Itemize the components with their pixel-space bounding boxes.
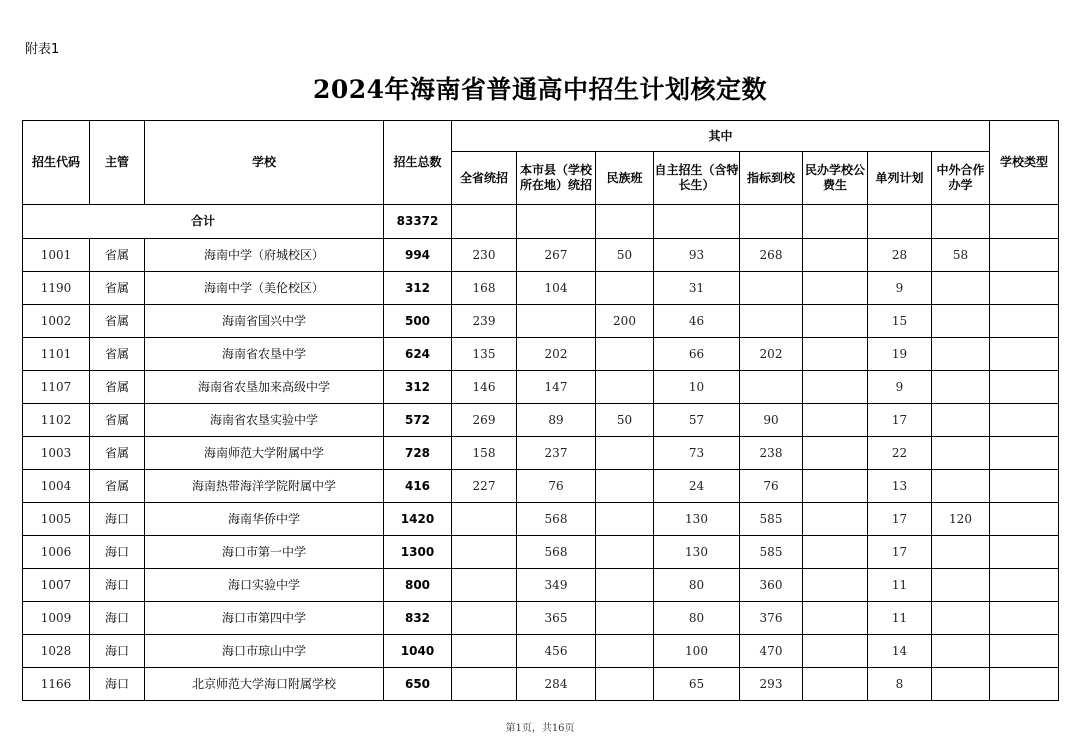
cell-sub-4: 202 — [740, 338, 803, 371]
cell-type — [990, 503, 1059, 536]
cell-code: 1009 — [23, 602, 90, 635]
cell-school: 北京师范大学海口附属学校 — [145, 668, 384, 701]
cell-code: 1101 — [23, 338, 90, 371]
cell-sub-6: 22 — [868, 437, 932, 470]
table-row — [23, 503, 1059, 536]
cell-sub-5 — [803, 404, 868, 437]
cell-type — [990, 635, 1059, 668]
cell-sub-5 — [803, 536, 868, 569]
cell-sub-2 — [596, 338, 654, 371]
cell-sub-1: 365 — [517, 602, 596, 635]
cell-sub-0 — [452, 536, 517, 569]
cell-code: 1001 — [23, 239, 90, 272]
cell-code: 1190 — [23, 272, 90, 305]
cell-sub-5 — [803, 305, 868, 338]
cell-type — [990, 437, 1059, 470]
total-label: 合计 — [23, 205, 384, 239]
cell-sub-7 — [932, 404, 990, 437]
cell-sub-3: 80 — [654, 569, 740, 602]
cell-sub-6: 17 — [868, 404, 932, 437]
cell-sub-4: 470 — [740, 635, 803, 668]
cell-code: 1002 — [23, 305, 90, 338]
cell-sub-4: 360 — [740, 569, 803, 602]
cell-sub-7 — [932, 371, 990, 404]
cell-sub-6: 19 — [868, 338, 932, 371]
cell-sub-6: 9 — [868, 371, 932, 404]
cell-type — [990, 536, 1059, 569]
cell-sub-7 — [932, 569, 990, 602]
cell-school: 海口市第四中学 — [145, 602, 384, 635]
cell-sub-7 — [932, 437, 990, 470]
cell-total: 572 — [384, 404, 452, 437]
cell-sub-5 — [803, 437, 868, 470]
annex-label: 附表1 — [25, 42, 60, 57]
cell-sub-5 — [803, 635, 868, 668]
table-row — [23, 437, 1059, 470]
table-row — [23, 668, 1059, 701]
cell-sub-0 — [452, 569, 517, 602]
cell-sub-3: 93 — [654, 239, 740, 272]
cell-sub-5 — [803, 668, 868, 701]
cell-total: 994 — [384, 239, 452, 272]
cell-sub-2 — [596, 437, 654, 470]
total-value: 83372 — [384, 205, 452, 239]
cell-sub-3: 130 — [654, 536, 740, 569]
cell-sub-0 — [452, 668, 517, 701]
cell-sub-5 — [803, 338, 868, 371]
table-row — [23, 272, 1059, 305]
table-row — [23, 239, 1059, 272]
cell-sub-1: 267 — [517, 239, 596, 272]
cell-code: 1107 — [23, 371, 90, 404]
cell-sub-5 — [803, 239, 868, 272]
cell-sub-6: 28 — [868, 239, 932, 272]
cell-school: 海南省农垦中学 — [145, 338, 384, 371]
cell-sub-2 — [596, 470, 654, 503]
cell-authority: 省属 — [90, 239, 145, 272]
cell-sub-2 — [596, 503, 654, 536]
cell-code: 1004 — [23, 470, 90, 503]
cell-school: 海口市琼山中学 — [145, 635, 384, 668]
cell-sub-1: 456 — [517, 635, 596, 668]
cell-sub-6: 11 — [868, 602, 932, 635]
cell-authority: 省属 — [90, 404, 145, 437]
cell-type — [990, 602, 1059, 635]
cell-sub-6: 9 — [868, 272, 932, 305]
page-title: 2024年海南省普通高中招生计划核定数 — [312, 75, 768, 104]
cell-sub-1: 147 — [517, 371, 596, 404]
cell-total: 624 — [384, 338, 452, 371]
cell-sub-3: 10 — [654, 371, 740, 404]
header-authority: 主管 — [90, 121, 145, 205]
cell-code: 1005 — [23, 503, 90, 536]
cell-sub-0: 230 — [452, 239, 517, 272]
cell-sub-3: 57 — [654, 404, 740, 437]
cell-type — [990, 272, 1059, 305]
cell-sub-2 — [596, 272, 654, 305]
cell-sub-0: 158 — [452, 437, 517, 470]
cell-school: 海南省农垦实验中学 — [145, 404, 384, 437]
cell-sub-1: 568 — [517, 536, 596, 569]
cell-code: 1006 — [23, 536, 90, 569]
cell-total: 312 — [384, 272, 452, 305]
cell-sub-2 — [596, 371, 654, 404]
cell-sub-7 — [932, 272, 990, 305]
cell-sub-7 — [932, 668, 990, 701]
cell-sub-7: 58 — [932, 239, 990, 272]
cell-sub-2 — [596, 569, 654, 602]
table-row — [23, 338, 1059, 371]
cell-code: 1166 — [23, 668, 90, 701]
table-row — [23, 371, 1059, 404]
cell-authority: 省属 — [90, 371, 145, 404]
cell-sub-2: 50 — [596, 404, 654, 437]
cell-sub-1: 237 — [517, 437, 596, 470]
cell-sub-2 — [596, 668, 654, 701]
cell-sub-1: 349 — [517, 569, 596, 602]
cell-school: 海南省农垦加来高级中学 — [145, 371, 384, 404]
cell-sub-1: 284 — [517, 668, 596, 701]
cell-sub-4: 238 — [740, 437, 803, 470]
cell-total: 1040 — [384, 635, 452, 668]
cell-sub-4: 376 — [740, 602, 803, 635]
cell-sub-6: 17 — [868, 503, 932, 536]
total-row — [23, 205, 1059, 239]
cell-sub-6: 13 — [868, 470, 932, 503]
cell-sub-2 — [596, 602, 654, 635]
page-footer: 第1页，共16页 — [505, 723, 575, 734]
cell-type — [990, 569, 1059, 602]
cell-sub-3: 66 — [654, 338, 740, 371]
subheader-5: 民办学校公费生 — [803, 152, 868, 205]
cell-sub-6: 11 — [868, 569, 932, 602]
header-type: 学校类型 — [990, 121, 1059, 205]
cell-sub-3: 80 — [654, 602, 740, 635]
cell-sub-7 — [932, 338, 990, 371]
cell-authority: 海口 — [90, 602, 145, 635]
cell-sub-3: 31 — [654, 272, 740, 305]
cell-sub-0: 168 — [452, 272, 517, 305]
cell-code: 1028 — [23, 635, 90, 668]
subheader-1: 本市县（学校所在地）统招 — [517, 152, 596, 205]
header-group: 其中 — [452, 121, 990, 152]
cell-total: 1420 — [384, 503, 452, 536]
cell-sub-0: 239 — [452, 305, 517, 338]
table-row — [23, 305, 1059, 338]
cell-type — [990, 305, 1059, 338]
cell-sub-4: 585 — [740, 503, 803, 536]
cell-type — [990, 371, 1059, 404]
cell-sub-4 — [740, 305, 803, 338]
cell-total: 312 — [384, 371, 452, 404]
cell-authority: 省属 — [90, 470, 145, 503]
cell-school: 海南华侨中学 — [145, 503, 384, 536]
cell-total: 650 — [384, 668, 452, 701]
cell-type — [990, 404, 1059, 437]
cell-authority: 省属 — [90, 272, 145, 305]
cell-school: 海南中学（府城校区） — [145, 239, 384, 272]
cell-sub-2 — [596, 635, 654, 668]
cell-type — [990, 239, 1059, 272]
cell-sub-4: 585 — [740, 536, 803, 569]
cell-sub-4: 76 — [740, 470, 803, 503]
cell-sub-2: 200 — [596, 305, 654, 338]
header-code: 招生代码 — [23, 121, 90, 205]
subheader-7: 中外合作办学 — [932, 152, 990, 205]
cell-total: 832 — [384, 602, 452, 635]
cell-sub-7: 120 — [932, 503, 990, 536]
table-row — [23, 569, 1059, 602]
cell-sub-4 — [740, 272, 803, 305]
cell-sub-1: 568 — [517, 503, 596, 536]
cell-school: 海南省国兴中学 — [145, 305, 384, 338]
cell-total: 500 — [384, 305, 452, 338]
cell-school: 海口实验中学 — [145, 569, 384, 602]
subheader-3: 自主招生（含特长生） — [654, 152, 740, 205]
cell-code: 1003 — [23, 437, 90, 470]
cell-type — [990, 338, 1059, 371]
cell-sub-0 — [452, 602, 517, 635]
cell-total: 1300 — [384, 536, 452, 569]
cell-sub-0: 227 — [452, 470, 517, 503]
cell-total: 728 — [384, 437, 452, 470]
table-row — [23, 635, 1059, 668]
cell-school: 海南热带海洋学院附属中学 — [145, 470, 384, 503]
subheader-2: 民族班 — [596, 152, 654, 205]
cell-authority: 海口 — [90, 668, 145, 701]
cell-sub-7 — [932, 536, 990, 569]
cell-sub-0: 269 — [452, 404, 517, 437]
cell-sub-1: 104 — [517, 272, 596, 305]
header-school: 学校 — [145, 121, 384, 205]
subheader-0: 全省统招 — [452, 152, 517, 205]
cell-sub-0: 135 — [452, 338, 517, 371]
cell-sub-2: 50 — [596, 239, 654, 272]
cell-sub-0 — [452, 503, 517, 536]
cell-authority: 海口 — [90, 503, 145, 536]
cell-sub-6: 15 — [868, 305, 932, 338]
cell-sub-3: 24 — [654, 470, 740, 503]
cell-sub-3: 65 — [654, 668, 740, 701]
table-row — [23, 536, 1059, 569]
cell-sub-3: 100 — [654, 635, 740, 668]
table-row — [23, 404, 1059, 437]
cell-sub-4 — [740, 371, 803, 404]
cell-sub-5 — [803, 602, 868, 635]
cell-authority: 海口 — [90, 569, 145, 602]
cell-total: 800 — [384, 569, 452, 602]
table-row — [23, 470, 1059, 503]
cell-authority: 省属 — [90, 305, 145, 338]
cell-school: 海口市第一中学 — [145, 536, 384, 569]
cell-sub-2 — [596, 536, 654, 569]
cell-sub-0: 146 — [452, 371, 517, 404]
cell-authority: 海口 — [90, 635, 145, 668]
cell-sub-4: 90 — [740, 404, 803, 437]
cell-sub-4: 268 — [740, 239, 803, 272]
cell-sub-1: 76 — [517, 470, 596, 503]
cell-type — [990, 470, 1059, 503]
cell-sub-7 — [932, 602, 990, 635]
cell-sub-0 — [452, 635, 517, 668]
cell-sub-7 — [932, 635, 990, 668]
cell-authority: 海口 — [90, 536, 145, 569]
cell-sub-5 — [803, 470, 868, 503]
cell-sub-5 — [803, 371, 868, 404]
cell-sub-6: 14 — [868, 635, 932, 668]
enrollment-plan-table — [22, 120, 1059, 701]
cell-authority: 省属 — [90, 338, 145, 371]
cell-type — [990, 668, 1059, 701]
cell-school: 海南师范大学附属中学 — [145, 437, 384, 470]
cell-sub-7 — [932, 305, 990, 338]
cell-sub-1 — [517, 305, 596, 338]
cell-sub-7 — [932, 470, 990, 503]
cell-authority: 省属 — [90, 437, 145, 470]
cell-code: 1102 — [23, 404, 90, 437]
subheader-4: 指标到校 — [740, 152, 803, 205]
cell-sub-1: 202 — [517, 338, 596, 371]
cell-sub-3: 73 — [654, 437, 740, 470]
cell-sub-6: 17 — [868, 536, 932, 569]
cell-code: 1007 — [23, 569, 90, 602]
cell-sub-4: 293 — [740, 668, 803, 701]
cell-sub-6: 8 — [868, 668, 932, 701]
cell-sub-5 — [803, 503, 868, 536]
cell-school: 海南中学（美伦校区） — [145, 272, 384, 305]
cell-sub-5 — [803, 272, 868, 305]
table-row — [23, 602, 1059, 635]
cell-sub-3: 130 — [654, 503, 740, 536]
cell-sub-3: 46 — [654, 305, 740, 338]
header-total: 招生总数 — [384, 121, 452, 205]
subheader-6: 单列计划 — [868, 152, 932, 205]
cell-sub-5 — [803, 569, 868, 602]
cell-sub-1: 89 — [517, 404, 596, 437]
cell-total: 416 — [384, 470, 452, 503]
